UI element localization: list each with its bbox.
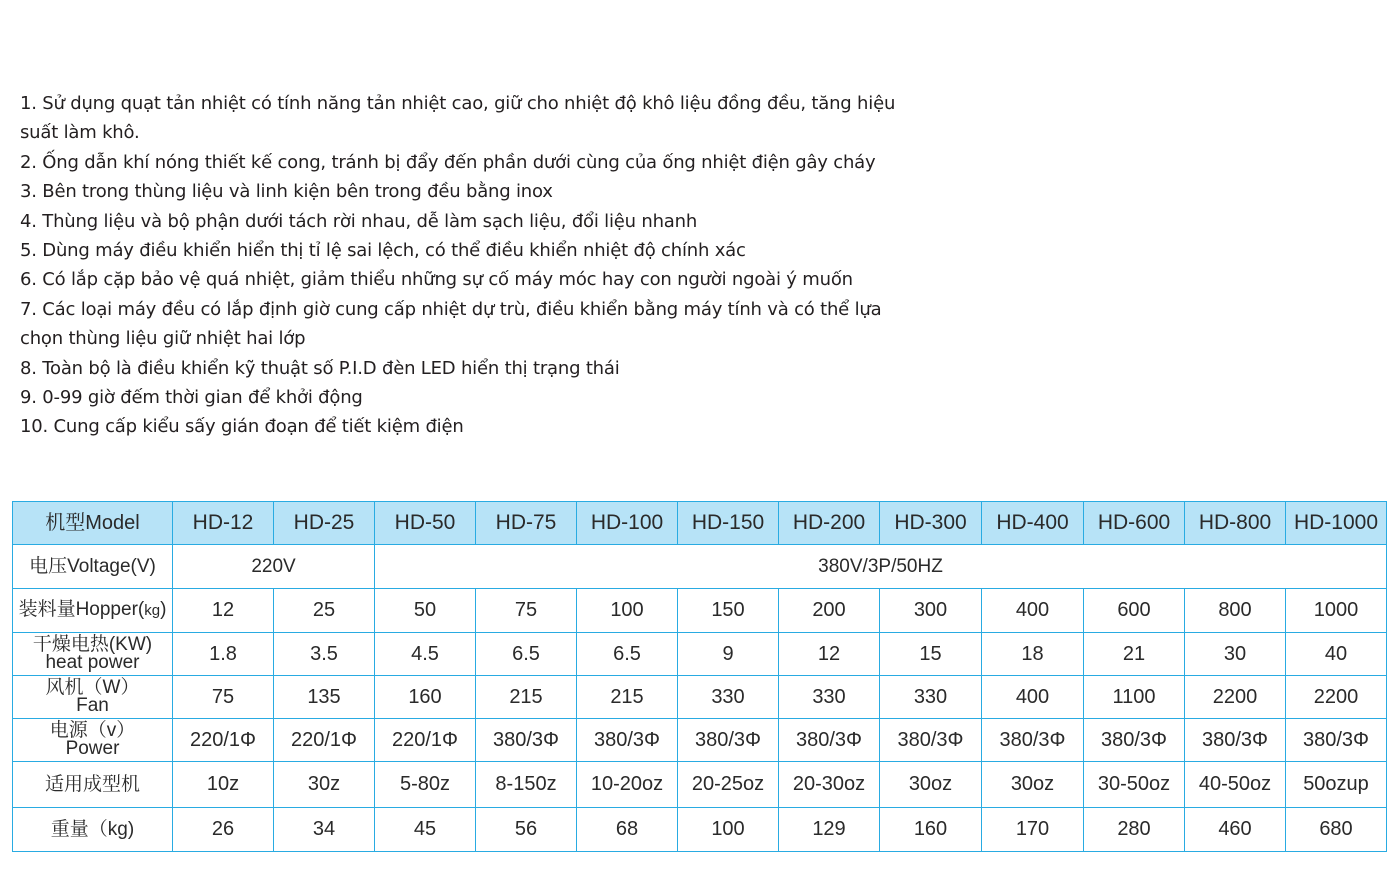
table-cell: 680 [1286, 808, 1387, 852]
feature-item: 4. Thùng liệu và bộ phận dưới tách rời nhau, dễ làm sạch liệu, đổi liệu nhanh [20, 210, 698, 232]
power-label [13, 719, 173, 762]
feature-item: 2. Ống dẫn khí nóng thiết kế cong, tránh bị đẩy đến phần dưới cùng của ống nhiệt điện gây cháy [20, 151, 876, 173]
table-cell: 5-80z [375, 762, 476, 808]
voltage-label: 电压Voltage(V) [13, 545, 173, 589]
table-cell: 160 [880, 808, 982, 852]
table-cell: 220/1Φ [375, 719, 476, 762]
table-cell: 75 [173, 676, 274, 719]
table-cell: 34 [274, 808, 375, 852]
hopper-label-end: ) [160, 599, 167, 620]
hopper-label [13, 589, 173, 633]
molding-label: 适用成型机 [13, 762, 173, 808]
table-cell: 26 [173, 808, 274, 852]
table-cell: 330 [779, 676, 880, 719]
weight-row [13, 808, 1387, 852]
table-cell: 12 [779, 633, 880, 676]
heat-label-en: heat power [45, 652, 140, 673]
table-cell: 30oz [880, 762, 982, 808]
heat-label [13, 633, 173, 676]
feature-item: 3. Bên trong thùng liệu và linh kiện bên trong đều bằng inox [20, 181, 553, 203]
feature-item: 6. Có lắp cặp bảo vệ quá nhiệt, giảm thiểu những sự cố máy móc hay con người ngoài ý muốn [20, 269, 853, 291]
table-cell: 75 [476, 589, 577, 633]
voltage-cell: 380V/3P/50HZ [375, 545, 1387, 589]
model-cell: HD-150 [678, 502, 779, 545]
model-cell: HD-100 [577, 502, 678, 545]
table-cell: 6.5 [577, 633, 678, 676]
table-cell: 20-25oz [678, 762, 779, 808]
hopper-row [13, 589, 1387, 633]
table-cell: 9 [678, 633, 779, 676]
table-cell: 380/3Φ [678, 719, 779, 762]
table-cell: 30 [1185, 633, 1286, 676]
header-label: 机型Model [13, 502, 173, 545]
table-cell: 380/3Φ [982, 719, 1084, 762]
table-cell: 220/1Φ [274, 719, 375, 762]
table-cell: 25 [274, 589, 375, 633]
molding-row [13, 762, 1387, 808]
hopper-label-cn: 装料量Hopper( [18, 599, 145, 620]
table-cell: 3.5 [274, 633, 375, 676]
table-cell: 800 [1185, 589, 1286, 633]
model-cell: HD-50 [375, 502, 476, 545]
table-cell: 30z [274, 762, 375, 808]
model-cell: HD-400 [982, 502, 1084, 545]
table-cell: 8-150z [476, 762, 577, 808]
power-label-en: Power [65, 738, 120, 759]
fan-label-en: Fan [76, 695, 109, 716]
table-cell: 40 [1286, 633, 1387, 676]
table-cell: 330 [880, 676, 982, 719]
model-cell: HD-200 [779, 502, 880, 545]
table-cell: 400 [982, 676, 1084, 719]
table-cell: 4.5 [375, 633, 476, 676]
hopper-label-unit: kg [144, 602, 161, 619]
table-cell: 160 [375, 676, 476, 719]
table-cell: 1100 [1084, 676, 1185, 719]
fan-row [13, 676, 1387, 719]
feature-item: 8. Toàn bộ là điều khiển kỹ thuật số P.I.D đèn LED hiển thị trạng thái [20, 357, 620, 379]
voltage-row [13, 545, 1387, 589]
feature-item: 10. Cung cấp kiểu sấy gián đoạn để tiết kiệm điện [20, 416, 464, 438]
table-cell: 380/3Φ [779, 719, 880, 762]
table-cell: 220/1Φ [173, 719, 274, 762]
table-cell: 15 [880, 633, 982, 676]
model-cell: HD-300 [880, 502, 982, 545]
features-list [20, 89, 910, 442]
table-cell: 20-30oz [779, 762, 880, 808]
table-cell: 215 [577, 676, 678, 719]
feature-item: 9. 0-99 giờ đếm thời gian để khởi động [20, 387, 363, 409]
model-cell: HD-800 [1185, 502, 1286, 545]
table-cell: 50ozup [1286, 762, 1387, 808]
spec-table [12, 501, 1387, 852]
table-cell: 12 [173, 589, 274, 633]
table-cell: 380/3Φ [1185, 719, 1286, 762]
table-cell: 2200 [1185, 676, 1286, 719]
table-cell: 280 [1084, 808, 1185, 852]
model-cell: HD-600 [1084, 502, 1185, 545]
model-cell: HD-75 [476, 502, 577, 545]
model-cell: HD-12 [173, 502, 274, 545]
table-cell: 40-50oz [1185, 762, 1286, 808]
power-label-cn: 电源（v） [49, 720, 136, 741]
table-cell: 400 [982, 589, 1084, 633]
table-cell: 1000 [1286, 589, 1387, 633]
feature-item: 7. Các loại máy đều có lắp định giờ cung cấp nhiệt dự trù, điều khiển bằng máy tính và có thể lựa chọn thùng liệu giữ nhiệt hai lớp [20, 298, 882, 350]
table-cell: 68 [577, 808, 678, 852]
table-header-row [13, 502, 1387, 545]
table-cell: 170 [982, 808, 1084, 852]
table-cell: 380/3Φ [476, 719, 577, 762]
table-cell: 330 [678, 676, 779, 719]
table-cell: 100 [577, 589, 678, 633]
heat-row [13, 633, 1387, 676]
table-cell: 18 [982, 633, 1084, 676]
table-cell: 600 [1084, 589, 1185, 633]
table-cell: 10z [173, 762, 274, 808]
table-cell: 2200 [1286, 676, 1387, 719]
feature-item: 1. Sử dụng quạt tản nhiệt có tính năng tản nhiệt cao, giữ cho nhiệt độ khô liệu đồng đều, tăng hiệu suất làm khô. [20, 93, 896, 144]
table-cell: 6.5 [476, 633, 577, 676]
table-cell: 380/3Φ [1286, 719, 1387, 762]
table-cell: 300 [880, 589, 982, 633]
table-cell: 30oz [982, 762, 1084, 808]
model-cell: HD-1000 [1286, 502, 1387, 545]
table-cell: 380/3Φ [577, 719, 678, 762]
table-cell: 21 [1084, 633, 1185, 676]
feature-item: 5. Dùng máy điều khiển hiển thị tỉ lệ sai lệch, có thể điều khiển nhiệt độ chính xác [20, 240, 746, 262]
table-cell: 380/3Φ [1084, 719, 1185, 762]
table-cell: 129 [779, 808, 880, 852]
table-cell: 1.8 [173, 633, 274, 676]
table-cell: 56 [476, 808, 577, 852]
table-cell: 135 [274, 676, 375, 719]
heat-label-cn: 干燥电热(KW) [32, 634, 153, 655]
voltage-cell: 220V [173, 545, 375, 589]
table-cell: 100 [678, 808, 779, 852]
table-cell: 50 [375, 589, 476, 633]
fan-label-cn: 风机（W） [45, 677, 140, 698]
table-cell: 215 [476, 676, 577, 719]
table-cell: 10-20oz [577, 762, 678, 808]
table-cell: 200 [779, 589, 880, 633]
power-row [13, 719, 1387, 762]
table-cell: 45 [375, 808, 476, 852]
model-cell: HD-25 [274, 502, 375, 545]
weight-label: 重量（kg) [13, 808, 173, 852]
table-cell: 380/3Φ [880, 719, 982, 762]
table-cell: 30-50oz [1084, 762, 1185, 808]
fan-label [13, 676, 173, 719]
table-cell: 150 [678, 589, 779, 633]
table-cell: 460 [1185, 808, 1286, 852]
